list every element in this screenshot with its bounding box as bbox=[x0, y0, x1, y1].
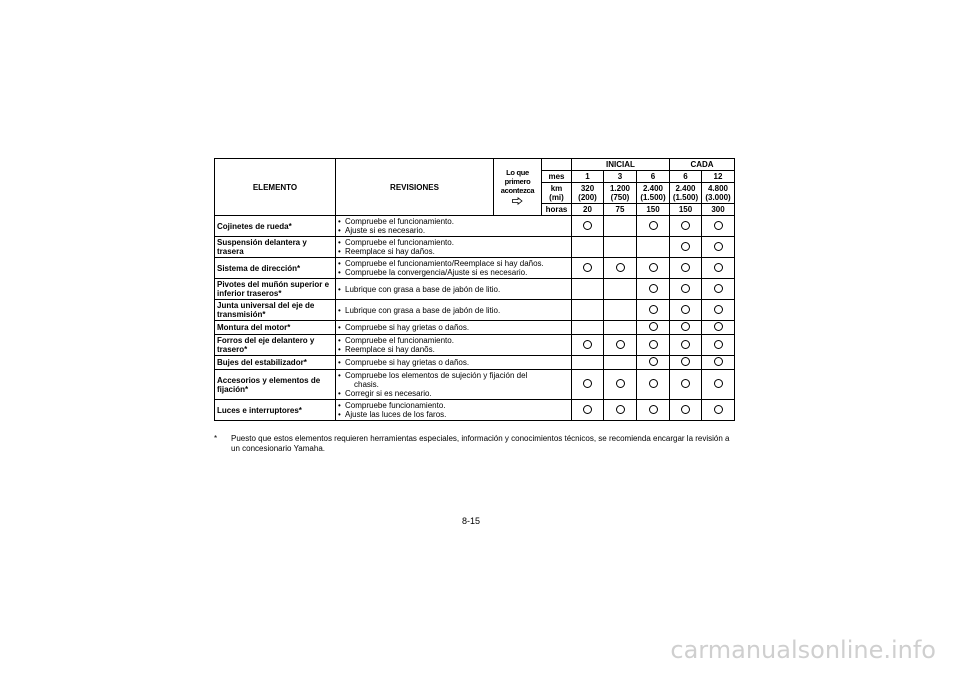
interval-cell bbox=[572, 335, 604, 356]
interval-cell bbox=[670, 237, 702, 258]
revision-item: • Compruebe si hay grietas o daños. bbox=[338, 358, 569, 367]
circle-mark-icon bbox=[616, 340, 625, 349]
interval-cell bbox=[604, 321, 637, 335]
first-occurrence-line1: Lo que primero bbox=[504, 167, 531, 186]
interval-cell bbox=[604, 335, 637, 356]
circle-mark-icon bbox=[583, 340, 592, 349]
circle-mark-icon bbox=[583, 379, 592, 388]
row-element: Montura del motor* bbox=[215, 321, 336, 335]
header-inicial: INICIAL bbox=[572, 159, 670, 171]
horas-value: 75 bbox=[604, 204, 637, 216]
circle-mark-icon bbox=[616, 379, 625, 388]
revision-item: • Ajuste las luces de los faros. bbox=[338, 410, 569, 419]
revision-item: • Reemplace si hay daños. bbox=[338, 247, 569, 256]
interval-cell bbox=[637, 321, 670, 335]
revision-item: • Compruebe la convergencia/Ajuste si es necesario. bbox=[338, 268, 569, 277]
interval-cell bbox=[702, 321, 735, 335]
table-row bbox=[215, 400, 735, 421]
interval-cell bbox=[572, 356, 604, 370]
interval-cell bbox=[670, 400, 702, 421]
circle-mark-icon bbox=[649, 340, 658, 349]
mes-value: 6 bbox=[670, 171, 702, 183]
circle-mark-icon bbox=[681, 263, 690, 272]
row-element: Accesorios y elementos de fijación* bbox=[215, 370, 336, 400]
watermark: carmanualsonline.info bbox=[670, 636, 936, 664]
row-revisions bbox=[336, 370, 572, 400]
interval-cell bbox=[572, 370, 604, 400]
first-occurrence-line2: acontezca bbox=[500, 185, 535, 195]
revision-item: • Compruebe si hay grietas o daños. bbox=[338, 323, 569, 332]
circle-mark-icon bbox=[714, 357, 723, 366]
interval-cell bbox=[572, 279, 604, 300]
revision-item: • Compruebe el funcionamiento. bbox=[338, 217, 569, 226]
interval-cell bbox=[670, 335, 702, 356]
row-revisions bbox=[336, 216, 572, 237]
circle-mark-icon bbox=[649, 322, 658, 331]
circle-mark-icon bbox=[681, 340, 690, 349]
circle-mark-icon bbox=[616, 405, 625, 414]
circle-mark-icon bbox=[714, 284, 723, 293]
circle-mark-icon bbox=[681, 305, 690, 314]
interval-cell bbox=[670, 279, 702, 300]
circle-mark-icon bbox=[714, 379, 723, 388]
interval-cell bbox=[670, 370, 702, 400]
circle-mark-icon bbox=[681, 242, 690, 251]
mes-value: 1 bbox=[572, 171, 604, 183]
revision-item: • Corregir si es necesario. bbox=[338, 389, 569, 398]
circle-mark-icon bbox=[649, 357, 658, 366]
revision-item: • Compruebe los elementos de sujeción y fijación del bbox=[338, 371, 569, 380]
km-line: 4.800 bbox=[707, 184, 729, 193]
circle-mark-icon bbox=[649, 221, 658, 230]
unit-km-line1: km bbox=[550, 184, 563, 193]
interval-cell bbox=[637, 356, 670, 370]
row-element: Luces e interruptores* bbox=[215, 400, 336, 421]
km-value bbox=[637, 183, 670, 204]
unit-horas: horas bbox=[542, 204, 572, 216]
horas-value: 150 bbox=[637, 204, 670, 216]
row-revisions bbox=[336, 400, 572, 421]
circle-mark-icon bbox=[714, 322, 723, 331]
revision-item: • Lubrique con grasa a base de jabón de litio. bbox=[338, 285, 569, 294]
row-element: Suspensión delantera y trasera bbox=[215, 237, 336, 258]
km-value bbox=[572, 183, 604, 204]
header-cada: CADA bbox=[670, 159, 735, 171]
circle-mark-icon bbox=[681, 322, 690, 331]
header-revisiones: REVISIONES bbox=[336, 159, 494, 216]
mi-line: (1.500) bbox=[640, 193, 666, 202]
unit-mes: mes bbox=[542, 171, 572, 183]
page-number: 8-15 bbox=[462, 516, 481, 526]
row-revisions bbox=[336, 258, 572, 279]
interval-cell bbox=[604, 400, 637, 421]
interval-cell bbox=[702, 216, 735, 237]
row-revisions bbox=[336, 335, 572, 356]
row-element: Junta universal del eje de transmisión* bbox=[215, 300, 336, 321]
unit-km bbox=[542, 183, 572, 204]
interval-cell bbox=[637, 237, 670, 258]
interval-cell bbox=[604, 237, 637, 258]
circle-mark-icon bbox=[714, 221, 723, 230]
interval-cell bbox=[604, 258, 637, 279]
interval-cell bbox=[637, 400, 670, 421]
table-row bbox=[215, 300, 735, 321]
interval-cell bbox=[604, 279, 637, 300]
header-spacer bbox=[542, 159, 572, 171]
unit-km-line2: (mi) bbox=[549, 193, 564, 202]
row-element: Sistema de dirección* bbox=[215, 258, 336, 279]
row-element: Forros del eje delantero y trasero* bbox=[215, 335, 336, 356]
km-line: 1.200 bbox=[609, 184, 631, 193]
circle-mark-icon bbox=[583, 263, 592, 272]
circle-mark-icon bbox=[714, 405, 723, 414]
table-row bbox=[215, 237, 735, 258]
mi-line: (1.500) bbox=[672, 193, 699, 202]
circle-mark-icon bbox=[681, 284, 690, 293]
mes-value: 12 bbox=[702, 171, 735, 183]
circle-mark-icon bbox=[649, 379, 658, 388]
interval-cell bbox=[702, 258, 735, 279]
circle-mark-icon bbox=[681, 357, 690, 366]
circle-mark-icon bbox=[649, 305, 658, 314]
row-revisions bbox=[336, 321, 572, 335]
table-row bbox=[215, 258, 735, 279]
interval-cell bbox=[702, 356, 735, 370]
table-row bbox=[215, 216, 735, 237]
table-row bbox=[215, 279, 735, 300]
row-element: Cojinetes de rueda* bbox=[215, 216, 336, 237]
revision-item: • Compruebe el funcionamiento. bbox=[338, 336, 569, 345]
interval-cell bbox=[670, 258, 702, 279]
horas-value: 300 bbox=[702, 204, 735, 216]
circle-mark-icon bbox=[681, 221, 690, 230]
interval-cell bbox=[702, 370, 735, 400]
revision-item: • Compruebe funcionamiento. bbox=[338, 401, 569, 410]
circle-mark-icon bbox=[714, 242, 723, 251]
row-element: Bujes del estabilizador* bbox=[215, 356, 336, 370]
maintenance-table bbox=[214, 158, 735, 421]
mi-line: (3.000) bbox=[705, 193, 731, 202]
interval-cell bbox=[670, 321, 702, 335]
footnote-text: Puesto que estos elementos requieren herramientas especiales, información y conocimientos técnicos, se recomienda encargar la revisión a un concesionario Yamaha. bbox=[231, 434, 730, 453]
circle-mark-icon bbox=[583, 405, 592, 414]
header-first-occurrence bbox=[494, 159, 542, 216]
circle-mark-icon bbox=[649, 284, 658, 293]
circle-mark-icon bbox=[616, 263, 625, 272]
row-element: Pivotes del muñón superior e inferior traseros* bbox=[215, 279, 336, 300]
mes-value: 3 bbox=[604, 171, 637, 183]
revision-item: • Lubrique con grasa a base de jabón de litio. bbox=[338, 306, 569, 315]
interval-cell bbox=[572, 237, 604, 258]
interval-cell bbox=[637, 335, 670, 356]
interval-cell bbox=[572, 400, 604, 421]
revision-item: • Compruebe el funcionamiento/Reemplace si hay daños. bbox=[338, 259, 569, 268]
header-elemento: ELEMENTO bbox=[215, 159, 336, 216]
interval-cell bbox=[604, 370, 637, 400]
table-row bbox=[215, 335, 735, 356]
interval-cell bbox=[572, 216, 604, 237]
interval-cell bbox=[702, 237, 735, 258]
interval-cell bbox=[572, 321, 604, 335]
mi-line: (750) bbox=[610, 193, 630, 202]
interval-cell bbox=[637, 370, 670, 400]
interval-cell bbox=[604, 216, 637, 237]
row-revisions bbox=[336, 300, 572, 321]
circle-mark-icon bbox=[681, 379, 690, 388]
km-line: 2.400 bbox=[642, 184, 664, 193]
horas-value: 150 bbox=[670, 204, 702, 216]
interval-cell bbox=[637, 216, 670, 237]
mes-value: 6 bbox=[637, 171, 670, 183]
interval-cell bbox=[702, 400, 735, 421]
interval-cell bbox=[604, 300, 637, 321]
circle-mark-icon bbox=[583, 221, 592, 230]
revision-item: • Ajuste si es necesario. bbox=[338, 226, 569, 235]
interval-cell bbox=[637, 300, 670, 321]
circle-mark-icon bbox=[714, 340, 723, 349]
row-revisions bbox=[336, 237, 572, 258]
horas-value: 20 bbox=[572, 204, 604, 216]
interval-cell bbox=[702, 300, 735, 321]
interval-cell bbox=[702, 335, 735, 356]
interval-cell bbox=[572, 300, 604, 321]
interval-cell bbox=[670, 356, 702, 370]
row-revisions bbox=[336, 279, 572, 300]
km-value bbox=[670, 183, 702, 204]
arrow-right-icon bbox=[512, 197, 523, 207]
interval-cell bbox=[702, 279, 735, 300]
table-row bbox=[215, 321, 735, 335]
mi-line: (200) bbox=[578, 193, 597, 202]
interval-cell bbox=[670, 216, 702, 237]
circle-mark-icon bbox=[649, 263, 658, 272]
revision-item: • Compruebe el funcionamiento. bbox=[338, 238, 569, 247]
footnote bbox=[214, 434, 734, 454]
interval-cell bbox=[572, 258, 604, 279]
km-line: 320 bbox=[580, 184, 595, 193]
circle-mark-icon bbox=[649, 405, 658, 414]
km-value bbox=[702, 183, 735, 204]
interval-cell bbox=[637, 279, 670, 300]
circle-mark-icon bbox=[714, 263, 723, 272]
table-row bbox=[215, 370, 735, 400]
km-value bbox=[604, 183, 637, 204]
interval-cell bbox=[637, 258, 670, 279]
circle-mark-icon bbox=[681, 405, 690, 414]
revision-item: chasis. bbox=[354, 380, 379, 389]
circle-mark-icon bbox=[714, 305, 723, 314]
km-line: 2.400 bbox=[675, 184, 696, 193]
revision-item: • Reemplace si hay danõs. bbox=[338, 345, 569, 354]
row-revisions bbox=[336, 356, 572, 370]
interval-cell bbox=[604, 356, 637, 370]
footnote-star: * bbox=[214, 434, 218, 443]
table-row bbox=[215, 356, 735, 370]
interval-cell bbox=[670, 300, 702, 321]
